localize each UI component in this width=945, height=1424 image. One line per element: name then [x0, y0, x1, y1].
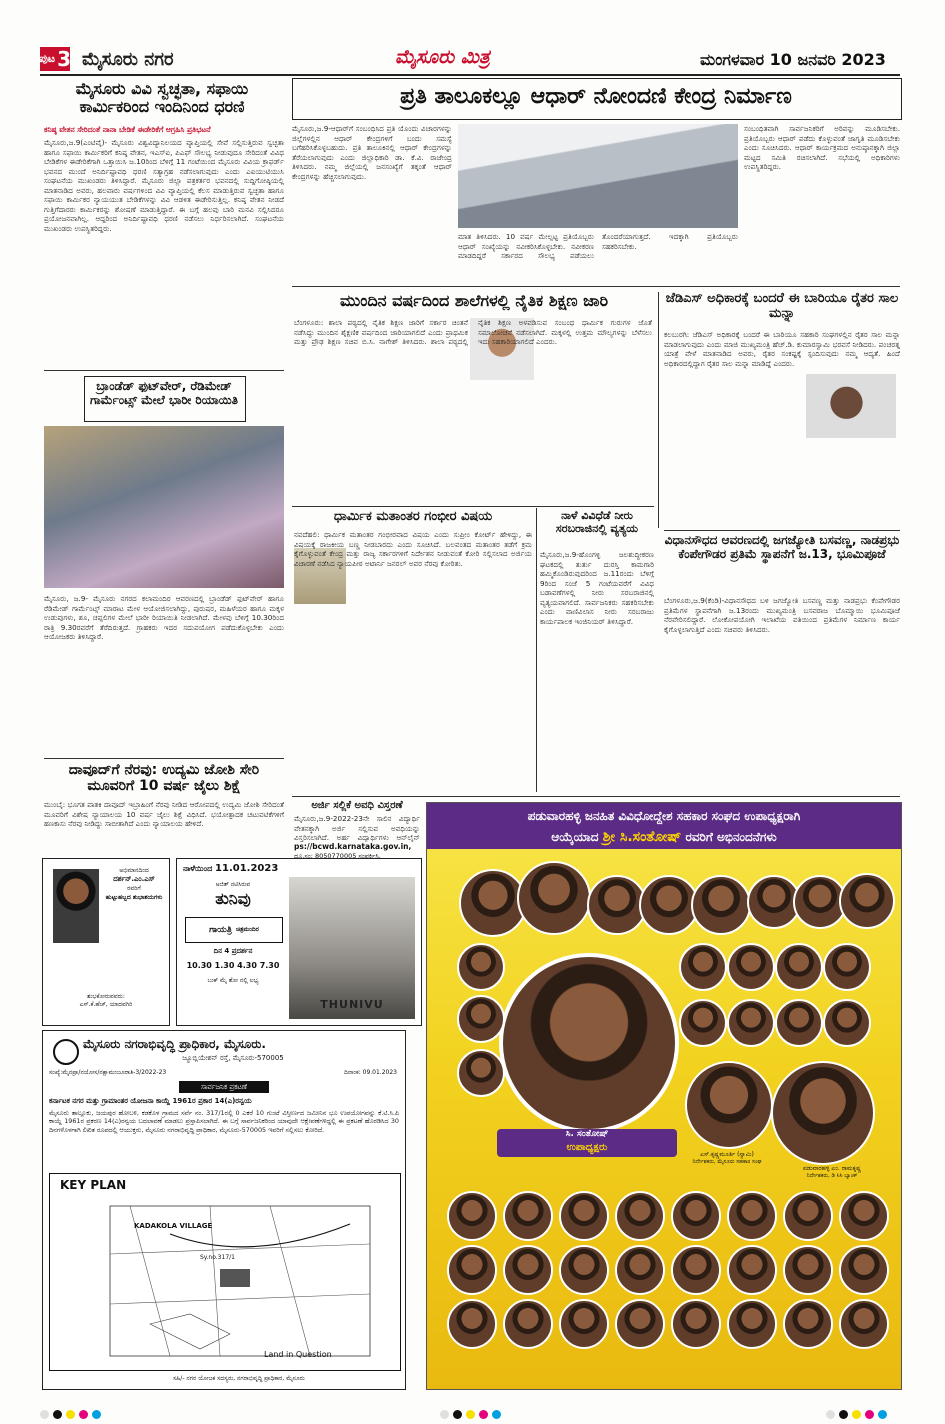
portrait: [615, 1245, 665, 1295]
survey-label: Sy.no.317/1: [200, 1254, 235, 1261]
religion-body: ನವದೆಹಲಿ: ಧಾರ್ಮಿಕ ಮತಾಂತರ ಗಂಭೀರವಾದ ವಿಷಯ ಎಂದು ಸುಪ್ರೀಂ ಕೋರ್ಟ್ ಹೇಳಿದ್ದು, ಈ ವಿಷಯಕ್ಕೆ ರಾಜಕೀಯ ಬಣ್ಣ ನೀಡಬಾರದು ಎಂದು ಸೂಚಿಸಿದೆ. ಬಲವಂತದ ಮತಾಂತರ ತಡೆಗೆ ಕ್ರಮ ಕೈಗೊಳ್ಳುವಂತೆ ಕೇಂದ್ರ ಮತ್ತು ರಾಜ್ಯ ಸರ್ಕಾರಗಳಿಗೆ ನಿರ್ದೇಶನ ನೀಡುವಂತೆ ಕೋರಿ ಸಲ್ಲಿಸಲಾದ ಅರ್ಜಿಯ ವಿಚಾರಣೆ ನಡೆಸಿದ ನ್ಯಾಯಪೀಠ ಅಟಾರ್ನಿ ಜನರಲ್ ಅವರ ನೆರವು ಕೋರಿತು.: [294, 530, 532, 568]
member-grid: [447, 1191, 887, 1381]
portrait: [727, 1299, 777, 1349]
birthday-photo: [53, 869, 99, 943]
theater-label: ಚಿತ್ರಮಂದಿರ: [235, 926, 259, 933]
portrait: [457, 943, 505, 991]
divider: [292, 286, 900, 287]
aadhaar-headline: ಪ್ರತಿ ತಾಲೂಕಲ್ಲೂ ಆಧಾರ್ ನೋಂದಣಿ ಕೇಂದ್ರ ನಿರ್ಮಾಣ: [400, 84, 792, 109]
divider: [292, 506, 654, 507]
newspaper-logo: ಮೈಸೂರು ಮಿತ್ರ: [395, 46, 490, 68]
muda-ref: ಸಂಖ್ಯೆ:ಮೈನಪ್ರಾ/ನಯೋಸ/ನಕ್ಷಾಮಂಜೂರಾತಿ-3/2022-23: [49, 1069, 167, 1076]
scholarship-body: ಮೈಸೂರು,ಜ.9-2022-23ನೇ ಸಾಲಿನ ವಿದ್ಯಾರ್ಥಿ ವೇತನಕ್ಕಾಗಿ ಅರ್ಜಿ ಸಲ್ಲಿಸುವ ಅವಧಿಯನ್ನು ವಿಸ್ತರಿಸಲಾಗಿದೆ. ಅರ್ಹ ವಿದ್ಯಾರ್ಥಿಗಳು ಆನ್‌ಲೈನ್: [294, 814, 420, 842]
movie-tagline: ದಿನ 4 ಪ್ರದರ್ಶನ: [213, 947, 253, 955]
portrait: [615, 1299, 665, 1349]
religion-headline: ಧಾರ್ಮಿಕ ಮತಾಂತರ ಗಂಭೀರ ವಿಷಯ: [333, 509, 493, 524]
right-person-name: ಪಡುವಾರಹಳ್ಳಿ ಎಂ. ರಾಮಕೃಷ್ಣ: [802, 1165, 862, 1172]
page-number: 3: [57, 47, 72, 71]
ad-line2-name: ಶ್ರೀ ಸಿ.ಸಂತೋಷ್: [602, 829, 682, 845]
left-person-name: ಎಸ್.ಕೃಷ್ಣಮೂರ್ತಿ (ಸ್ವಾಮಿ): [700, 1151, 754, 1158]
portrait: [823, 943, 871, 991]
birthday-line1: ಅಭಿಮಾನದಿಂದ: [119, 867, 149, 874]
print-registration-marks-left: [40, 1404, 105, 1423]
key-plan-map: [49, 1173, 401, 1371]
movie-poster: [289, 877, 415, 1019]
divider: [44, 370, 284, 371]
bhoomi-body: ಬೆಂಗಳೂರು,ಜ.9(ಕೆಂಡಿ)-ವಿಧಾನಸೌಧದ ಬಳಿ ಜಗಜ್ಯೋತಿ ಬಸವಣ್ಣ ಮತ್ತು ನಾಡಪ್ರಭು ಕೆಂಪೇಗೌಡರ ಪ್ರತಿಮೆಗಳ ಸ್ಥಾಪನೆಗಾಗಿ ಜ.13ರಂದು ಮುಖ್ಯಮಂತ್ರಿ ಬಸವರಾಜ ಬೊಮ್ಮಾಯಿ ಭೂಮಿಪೂಜೆ ನೆರವೇರಿಸಲಿದ್ದಾರೆ. ಲೋಕೋಪಯೋಗಿ ಇಲಾಖೆಯ ವತಿಯಿಂದ ಪ್ರತಿಮೆಗಳ ನಿರ್ಮಾಣ ಕಾರ್ಯ ಕೈಗೊಳ್ಳಲಾಗುತ್ತಿದೆ ಎಂದು ಸಚಿವರು ತಿಳಿಸಿದರು.: [664, 596, 900, 634]
portrait: [775, 943, 823, 991]
portrait: [727, 1245, 777, 1295]
birthday-from-label: ಶುಭಕೋರುವವರು:: [87, 993, 125, 1000]
divider: [44, 758, 284, 759]
aadhaar-body-right: ಸಂಬಂಧಿತವಾಗಿ ಸಾರ್ವಜನಿಕರಿಗೆ ಅರಿವನ್ನು ಮೂಡಿಸಬೇಕು. ಪ್ರತಿಯೊಬ್ಬರು ಆಧಾರ್ ಪಡೆದು ಕೊಳ್ಳುವಂತೆ ಜಾಗೃತಿ ಮೂಡಿಸಬೇಕು ಎಂದು ಸೂಚಿಸಿದರು. ಆಧಾರ್ ಕಾರ್ಯಕ್ರಮದ ಅನುಷ್ಠಾನಕ್ಕಾಗಿ ಜಿಲ್ಲಾ ಮಟ್ಟದ ಸಮಿತಿ ರಚಿಸಲಾಗಿದೆ. ಸಭೆಯಲ್ಲಿ ಅಧಿಕಾರಿಗಳು ಉಪಸ್ಥಿತರಿದ್ದರು.: [744, 124, 900, 171]
theater-box: [185, 917, 283, 943]
muda-date: ದಿನಾಂಕ: 09.01.2023: [344, 1069, 397, 1076]
bhoomi-headline: ವಿಧಾನಸೌಧದ ಆವರಣದಲ್ಲಿ ಜಗಜ್ಯೋತಿ ಬಸವಣ್ಣ, ನಾಡಪ್ರಭು ಕೆಂಪೇಗೌಡರ ಪ್ರತಿಮೆ ಸ್ಥಾಪನೆಗೆ ಜ.13, ಭೂಮಿಪೂಜೆ: [664, 533, 900, 561]
portrait: [679, 943, 727, 991]
muda-notice: [42, 1030, 406, 1390]
portrait: [679, 999, 727, 1047]
portrait: [839, 873, 895, 929]
portrait: [691, 875, 751, 935]
portrait: [771, 1061, 875, 1165]
strike-body: ಮೈಸೂರು,ಜ.9(ಎಂಟಿವೈ)- ಮೈಸೂರು ವಿಶ್ವವಿದ್ಯಾನಿಲಯದ ವ್ಯಾಪ್ತಿಯಲ್ಲಿ ಸೇವೆ ಸಲ್ಲಿಸುತ್ತಿರುವ ಸ್ವಚ್ಛತಾ ಹಾಗೂ ಸಫಾಯಿ ಕಾರ್ಮಿಕರಿಗೆ ಕನಿಷ್ಠ ವೇತನ, ಇಎಸ್‌ಐ, ಪಿಎಫ್ ಸೌಲಭ್ಯ ನೀಡುವುದೂ ಸೇರಿದಂತೆ ವಿವಿಧ ಬೇಡಿಕೆಗಳ ಈಡೇರಿಕೆಗಾಗಿ ಒತ್ತಾಯಿಸಿ ಜ.10ರಿಂದ ಬೆಳಿಗ್ಗೆ 11 ಗಂಟೆಯಿಂದ ಮೈಸೂರು ವಿವಿಯ ಕ್ರಾಫರ್ಡ್ ಭವನದ ಮುಂದೆ ಅನಿರ್ದಿಷ್ಟಾವಧಿ ಧರಣಿ ಸತ್ಯಾಗ್ರಹ ನಡೆಸಲಾಗುವುದು ಎಂದು ಎಐಯುಟಿಯುಸಿ ಸಂಘಟನೆಯ ಮುಖಂಡರು ತಿಳಿಸಿದ್ದಾರೆ. ಮೈಸೂರು ಜಿಲ್ಲಾ ಪತ್ರಕರ್ತರ ಭವನದಲ್ಲಿ ಸುದ್ದಿಗೋಷ್ಠಿಯಲ್ಲಿ ಮಾತನಾಡಿದ ಅವರು, ಹಲವಾರು ವರ್ಷಗಳಿಂದ ವಿವಿ ವ್ಯಾಪ್ತಿಯಲ್ಲಿ ಕೆಲಸ ಮಾಡುತ್ತಿರುವ ಸ್ವಚ್ಛತಾ ಹಾಗೂ ಸಫಾಯಿ ಕಾರ್ಮಿಕರ ನ್ಯಾಯಯುತ ಬೇಡಿಕೆಗಳನ್ನು ವಿವಿ ಆಡಳಿತ ಈಡೇರಿಸುತ್ತಿಲ್ಲ. ಕನಿಷ್ಠ ವೇತನ ನೀಡದೆ ಗುತ್ತಿಗೆದಾರರು ಕಾರ್ಮಿಕರನ್ನು ಶೋಷಣೆ ಮಾಡುತ್ತಿದ್ದಾರೆ. ಈ ಬಗ್ಗೆ ಹಲವು ಬಾರಿ ಮನವಿ ಸಲ್ಲಿಸಿದರೂ ಪ್ರಯೋಜನವಾಗಿಲ್ಲ. ಆದ್ದರಿಂದ ಅನಿರ್ದಿಷ್ಟಾವಧಿ ಧರಣಿ ನಡೆಸಲು ನಿರ್ಧರಿಸಲಾಗಿದೆ. ಸಂಘಟನೆಯ ಮುಖಂಡರು ಉಪಸ್ಥಿತರಿದ್ದರು.: [44, 138, 284, 233]
moral-body: ಬೆಂಗಳೂರು: ಶಾಲಾ ಪಠ್ಯದಲ್ಲಿ ನೈತಿಕ ಶಿಕ್ಷಣ ಜಾರಿಗೆ ಸರ್ಕಾರ ಚಿಂತನೆ ನಡೆಸಿದ್ದು ಮುಂದಿನ ಶೈಕ್ಷಣಿಕ ವರ್ಷದಿಂದ ಜಾರಿಯಾಗಲಿದೆ ಎಂದು ಪ್ರಾಥಮಿಕ ಮತ್ತು ಪ್ರೌಢ ಶಿಕ್ಷಣ ಸಚಿವ ಬಿ.ಸಿ. ನಾಗೇಶ್ ತಿಳಿಸಿದರು. ಶಾಲಾ ಪಠ್ಯದಲ್ಲಿ ನೈತಿಕ ಶಿಕ್ಷಣ ಅಳವಡಿಸುವ ಸಂಬಂಧ ಧಾರ್ಮಿಕ ಗುರುಗಳ ಜೊತೆ ಸಮಾಲೋಚನೆ ನಡೆಸಲಾಗಿದೆ. ಮಕ್ಕಳಲ್ಲಿ ಉತ್ತಮ ಮೌಲ್ಯಗಳನ್ನು ಬೆಳೆಸಲು ಇದು ಸಹಕಾರಿಯಾಗಲಿದೆ ಎಂದರು.: [294, 318, 652, 346]
muda-title: ಮೈಸೂರು ನಗರಾಭಿವೃದ್ಧಿ ಪ್ರಾಧಿಕಾರ, ಮೈಸೂರು.: [83, 1037, 266, 1051]
sale-photo: [44, 426, 284, 588]
divider: [292, 796, 900, 797]
portrait: [503, 1245, 553, 1295]
scholarship-phone: ದೂ.ಸಂ: 8050770005 ಸಂಪರ್ಕಿಸಿ.: [294, 852, 381, 860]
strike-subhead: ಕನಿಷ್ಠ ವೇತನ ಸೇರಿದಂತೆ ನಾನಾ ಬೇಡಿಕೆ ಈಡೇರಿಕೆಗೆ ಆಗ್ರಹಿಸಿ ಪ್ರತಿಭಟನೆ: [44, 125, 211, 134]
portrait: [559, 1245, 609, 1295]
left-person-title: ನಿರ್ದೇಶಕರು, ಮೈಸೂರು ಸಹಕಾರ ಸಂಘ: [692, 1159, 762, 1165]
movie-ad: [176, 858, 422, 1026]
birthday-line3: ರವರಿಗೆ: [127, 885, 141, 893]
theater-name: ಗಾಯತ್ರಿ: [209, 925, 232, 935]
print-registration-marks-right: [826, 1404, 891, 1423]
portrait: [447, 1191, 497, 1241]
brand-headline: ಬ್ರಾಂಡೆಡ್ ಫುಟ್‌ವೇರ್, ರೆಡಿಮೇಡ್ ಗಾರ್ಮೆಂಟ್ಸ್ ಮೇಲೆ ಭಾರೀ ರಿಯಾಯಿತಿ: [89, 379, 239, 407]
column-rule: [536, 508, 537, 792]
portrait: [639, 875, 699, 935]
portrait: [457, 1049, 505, 1097]
birthday-name: ದರ್ಶನ್.ಎಂ.ಎಸ್: [113, 875, 155, 884]
portrait: [559, 1191, 609, 1241]
portrait: [783, 1299, 833, 1349]
portrait: [671, 1191, 721, 1241]
portrait: [559, 1299, 609, 1349]
ad-line2-post: ರವರಿಗೆ ಅಭಿನಂದನೆಗಳು: [685, 830, 777, 844]
muda-subject: ಕರ್ನಾಟಕ ನಗರ ಮತ್ತು ಗ್ರಾಮಾಂತರ ಯೋಜನಾ ಕಾಯ್ದೆ 1961ರ ಪ್ರಕಾರ 14(ಎ)ರನ್ವಯ: [49, 1097, 252, 1105]
portrait: [503, 1191, 553, 1241]
portrait: [839, 1191, 889, 1241]
page-number-badge: [40, 47, 70, 71]
hero-portrait: [499, 953, 679, 1133]
jds-headline: ಜೆಡಿಎಸ್ ಅಧಿಕಾರಕ್ಕೆ ಬಂದರೆ ಈ ಬಾರಿಯೂ ರೈತರ ಸಾಲ ಮನ್ನಾ: [665, 291, 899, 321]
portrait: [503, 1299, 553, 1349]
portrait: [727, 1191, 777, 1241]
key-plan-drawing: [50, 1174, 398, 1368]
page-label: ಪುಟ: [38, 52, 56, 65]
dawood-body: ಮುಂಬೈ: ಭೂಗತ ಪಾತಕಿ ದಾವೂದ್ ಇಬ್ರಾಹಿಂಗೆ ನೆರವು ನೀಡಿದ ಆರೋಪದಲ್ಲಿ ಉದ್ಯಮಿ ಜೋಶಿ ಸೇರಿದಂತೆ ಮೂವರಿಗೆ ವಿಶೇಷ ನ್ಯಾಯಾಲಯ 10 ವರ್ಷ ಜೈಲು ಶಿಕ್ಷೆ ವಿಧಿಸಿದೆ. ಭಯೋತ್ಪಾದಕ ಚಟುವಟಿಕೆಗಳಿಗೆ ಹಣಕಾಸು ನೆರವು ನೀಡಿದ್ದು ಸಾಬೀತಾಗಿದೆ ಎಂದು ನ್ಯಾಯಾಲಯ ಹೇಳಿದೆ.: [44, 800, 284, 828]
key-plan-label: KEY PLAN: [60, 1178, 127, 1192]
movie-title: ತುನಿವು: [215, 889, 251, 908]
portrait: [685, 1061, 773, 1149]
movie-star: ಅಜಿತ್ ನಟಿಸಿರುವ: [215, 881, 251, 888]
issue-date: ಮಂಗಳವಾರ 10 ಜನವರಿ 2023: [700, 50, 886, 69]
portrait: [447, 1245, 497, 1295]
water-headline: ನಾಳೆ ವಿವಿಧೆಡೆ ನೀರು ಸರಬರಾಜಿನಲ್ಲಿ ವ್ಯತ್ಯಯ: [555, 509, 639, 535]
village-label: KADAKOLA VILLAGE: [134, 1222, 213, 1230]
poster-title: THUNIVU: [320, 998, 384, 1011]
birthday-ad: [42, 858, 170, 1026]
ad-line1: ಪಡುವಾರಹಳ್ಳಿ ಜನಹಿತ ವಿವಿಧೋದ್ದೇಶ ಸಹಕಾರ ಸಂಘದ ಉಪಾಧ್ಯಕ್ಷರಾಗಿ: [527, 809, 801, 823]
felicitation-ad: [426, 802, 902, 1390]
water-body: ಮೈಸೂರು,ಜ.9-ಹೊಂಗಳ್ಳಿ ಜಲಶುದ್ಧೀಕರಣ ಘಟಕದಲ್ಲಿ ತುರ್ತು ದುರಸ್ತಿ ಕಾಮಗಾರಿ ಹಮ್ಮಿಕೊಂಡಿರುವುದರಿಂದ ಜ.11ರಂದು ಬೆಳಿಗ್ಗೆ 9ರಿಂದ ಸಂಜೆ 5 ಗಂಟೆಯವರೆಗೆ ವಿವಿಧ ಬಡಾವಣೆಗಳಲ್ಲಿ ನೀರು ಸರಬರಾಜಿನಲ್ಲಿ ವ್ಯತ್ಯಯವಾಗಲಿದೆ. ಸಾರ್ವಜನಿಕರು ಸಹಕರಿಸಬೇಕು ಎಂದು ವಾಣಿವಿಲಾಸ ನೀರು ಸರಬರಾಜು ಕಾರ್ಯಪಾಲಕ ಇಂಜಿನಿಯರ್ ತಿಳಿಸಿದ್ದಾರೆ.: [540, 550, 654, 626]
scholarship-link: ps://bcwd.karnataka.gov.in,: [294, 842, 412, 851]
portrait: [727, 943, 775, 991]
land-in-question-label: Land in Question: [264, 1350, 332, 1359]
portrait: [775, 999, 823, 1047]
portrait: [671, 1299, 721, 1349]
muda-seal-icon: [53, 1039, 79, 1065]
print-registration-marks-center: [440, 1404, 505, 1423]
section-title: ಮೈಸೂರು ನಗರ: [82, 49, 174, 70]
portrait: [783, 1191, 833, 1241]
portrait: [615, 1191, 665, 1241]
aadhaar-body-mid: ಮಾತ ತಿಳಿಸಿದರು. 10 ವರ್ಷ ಮೇಲ್ಪಟ್ಟ ಪ್ರತಿಯೊಬ್ಬರು ಆಧಾರ್ ಸಂಖ್ಯೆಯನ್ನು ನವೀಕರಿಸಿಕೊಳ್ಳಬೇಕು. ನವೀಕರಣ ಮಾಡದಿದ್ದರೆ ಸರ್ಕಾರದ ಸೌಲಭ್ಯ ಪಡೆಯಲು ತೊಂದರೆಯಾಗುತ್ತದೆ. ಇದಕ್ಕಾಗಿ ಪ್ರತಿಯೊಬ್ಬರು ಸಹಕರಿಸಬೇಕು.: [458, 232, 738, 260]
portrait: [727, 999, 775, 1047]
show-times: 10.30 1.30 4.30 7.30: [186, 961, 280, 970]
hero-name: ಸಿ. ಸಂತೋಷ್: [565, 1129, 609, 1139]
birthday-from: ಎಸ್.ಕೆ.ಹೆಚ್, ಯಾದವಗಿರಿ: [79, 1001, 133, 1009]
muda-address: ಜ್ಯೂಬ್ಲಿಯೇಶನ್ ರಸ್ತೆ, ಮೈಸೂರು-570005: [182, 1054, 284, 1062]
divider: [664, 530, 900, 531]
ad-line2-pre: ಆಯ್ಕೆಯಾದ: [551, 830, 599, 844]
aadhaar-body-left: ಮೈಸೂರು,ಜ.9-ಆಧಾರ್‌ಗೆ ಸಂಬಂಧಿಸಿದ ಪ್ರತಿ ಯೊಂದು ವಿಚಾರಗಳನ್ನು ಜಿಲ್ಲೆಗಳಲ್ಲಿನ ಆಧಾರ್ ಕೇಂದ್ರಗಳಿಗೆ ಬಂದು ಸಮಸ್ಯೆ ಬಗೆಹರಿಸಿಕೊಳ್ಳಬಹುದು. ಪ್ರತಿ ತಾಲೂಕಿನಲ್ಲಿ ಆಧಾರ್ ಕೇಂದ್ರಗಳನ್ನು ತೆರೆಯಲಾಗುವುದು ಎಂದು ಜಿಲ್ಲಾಧಿಕಾರಿ ಡಾ. ಕೆ.ವಿ. ರಾಜೇಂದ್ರ ತಿಳಿಸಿದರು. ನಮ್ಮ ಜಿಲ್ಲೆಯಲ್ಲಿ ಜನಸಂಖ್ಯೆಗೆ ತಕ್ಕಂತೆ ಆಧಾರ್ ಕೇಂದ್ರಗಳನ್ನು ಹೆಚ್ಚಿಸಲಾಗುವುದು.: [292, 124, 452, 181]
moral-headline: ಮುಂದಿನ ವರ್ಷದಿಂದ ಶಾಲೆಗಳಲ್ಲಿ ನೈತಿಕ ಶಿಕ್ಷಣ ಜಾರಿ: [339, 291, 609, 310]
portrait: [587, 875, 647, 935]
right-person-title: ನಿರ್ದೇಶಕರು, ಡಿ ಸಿಸಿ ಬ್ಯಾಂಕ್: [806, 1173, 858, 1179]
birthday-line4: ಹುಟ್ಟುಹಬ್ಬದ ಶುಭಾಶಯಗಳು: [105, 893, 163, 901]
meeting-photo: [458, 124, 738, 228]
dawood-headline: ದಾವೂದ್‌ಗೆ ನೆರವು: ಉದ್ಯಮಿ ಜೋಶಿ ಸೇರಿ ಮೂವರಿಗೆ 10 ವರ್ಷ ಜೈಲು ಶಿಕ್ಷೆ: [68, 762, 260, 795]
jds-body: ಕಲಬುರಗಿ: ಜೆಡಿಎಸ್ ಅಧಿಕಾರಕ್ಕೆ ಬಂದರೆ ಈ ಬಾರಿಯೂ ಸಹಕಾರಿ ಸಂಘಗಳಲ್ಲಿನ ರೈತರ ಸಾಲ ಮನ್ನಾ ಮಾಡಲಾಗುವುದು ಎಂದು ಮಾಜಿ ಮುಖ್ಯಮಂತ್ರಿ ಹೆಚ್.ಡಿ. ಕುಮಾರಸ್ವಾಮಿ ಭರವಸೆ ನೀಡಿದರು. ಪಂಚರತ್ನ ಯಾತ್ರೆ ವೇಳೆ ಮಾತನಾಡಿದ ಅವರು, ರೈತರ ಸಂಕಷ್ಟಕ್ಕೆ ಸ್ಪಂದಿಸುವುದು ನಮ್ಮ ಆದ್ಯತೆ. ಹಿಂದೆ ಅಧಿಕಾರದಲ್ಲಿದ್ದಾಗ ರೈತರ ಸಾಲ ಮನ್ನಾ ಮಾಡಿದ್ದೆ ಎಂದರು.: [664, 330, 900, 368]
portrait: [783, 1245, 833, 1295]
scholarship-headline: ಅರ್ಜಿ ಸಲ್ಲಿಕೆ ಅವಧಿ ವಿಸ್ತರಣೆ: [311, 800, 403, 811]
portrait: [839, 1299, 889, 1349]
portrait: [447, 1299, 497, 1349]
muda-body: ಮೈಸೂರು ತಾಲ್ಲೂಕು, ಜಯಪುರ ಹೋಬಳಿ, ಕಡಕೊಳ ಗ್ರಾಮದ ಸರ್ವೆ ನಂ. 317/1ರಲ್ಲಿ 0 ಎಕರೆ 10 ಗುಂಟೆ ವಿಸ್ತೀರ್ಣದ ಜಮೀನಿನ ಭೂ ಉಪಯೋಗವನ್ನು ಕೆ.ಟಿ.ಸಿ.ಪಿ ಕಾಯ್ದೆ 1961ರ ಪ್ರಕರಣ 14(ಎ)ರನ್ವಯ ಬದಲಾವಣೆ ಮಾಡಲು ಪ್ರಸ್ತಾಪಿಸಲಾಗಿದೆ. ಈ ಬಗ್ಗೆ ಸಾರ್ವಜನಿಕರಿಂದ ಯಾವುದೇ ಆಕ್ಷೇಪಣೆಗಳಿದ್ದಲ್ಲಿ ಈ ಪ್ರಕಟಣೆ ಹೊರಡಿಸಿದ 30 ದಿನಗಳೊಳಗಾಗಿ ಲಿಖಿತ ರೂಪದಲ್ಲಿ ಆಯುಕ್ತರು, ಮೈಸೂರು ನಗರಾಭಿವೃದ್ಧಿ ಪ್ರಾಧಿಕಾರ, ಮೈಸೂರು-570005 ಇವರಿಗೆ ಸಲ್ಲಿಸಲು ಕೋರಿದೆ.: [49, 1109, 399, 1134]
brand-body: ಮೈಸೂರು, ಜ.9- ಮೈಸೂರು ನಗರದ ಕಲಾಮಂದಿರ ಆವರಣದಲ್ಲಿ ಬ್ರಾಂಡೆಡ್ ಫುಟ್‌ವೇರ್ ಹಾಗೂ ರೆಡಿಮೇಡ್ ಗಾರ್ಮೆಂಟ್ಸ್ ಮಾರಾಟ ಮೇಳ ಆಯೋಜಿಸಲಾಗಿದ್ದು, ಪುರುಷರ, ಮಹಿಳೆಯರ ಹಾಗೂ ಮಕ್ಕಳ ಉಡುಪುಗಳು, ಶೂ, ಚಪ್ಪಲಿಗಳ ಮೇಲೆ ಭಾರೀ ರಿಯಾಯಿತಿ ನೀಡಲಾಗಿದೆ. ಮೇಳವು ಬೆಳಿಗ್ಗೆ 10.30ರಿಂದ ರಾತ್ರಿ 9.30ರವರೆಗೆ ತೆರೆದಿರುತ್ತದೆ. ಗ್ರಾಹಕರು ಇದರ ಸದುಪಯೋಗ ಪಡೆದುಕೊಳ್ಳಬೇಕು ಎಂದು ಆಯೋಜಕರು ತಿಳಿಸಿದ್ದಾರೆ.: [44, 594, 284, 641]
muda-signature: ಸಹಿ/- ನಗರ ಯೋಜಕ ಸದಸ್ಯರು, ನಗರಾಭಿವೃದ್ಧಿ ಪ್ರಾಧಿಕಾರ, ಮೈಸೂರು: [173, 1375, 305, 1382]
movie-from-label: ನಾಳೆಯಿಂದ: [183, 864, 213, 873]
portrait: [839, 1245, 889, 1295]
portrait: [517, 861, 591, 935]
portrait: [671, 1245, 721, 1295]
muda-banner: ಸಾರ್ವಜನಿಕ ಪ್ರಕಟಣೆ: [179, 1081, 269, 1093]
portrait: [457, 995, 505, 1043]
booking-info: ಬುಕ್ ಮೈ ಶೋ ನಲ್ಲಿ ಲಭ್ಯ: [207, 977, 259, 984]
column-rule: [658, 292, 659, 528]
hero-title: ಉಪಾಧ್ಯಕ್ಷರು: [566, 1142, 608, 1153]
movie-from-date: 11.01.2023: [215, 863, 279, 874]
strike-headline: ಮೈಸೂರು ವಿವಿ ಸ್ವಚ್ಛತಾ, ಸಫಾಯಿ ಕಾರ್ಮಿಕರಿಂದ ಇಂದಿನಿಂದ ಧರಣಿ: [75, 79, 249, 117]
portrait: [823, 999, 871, 1047]
